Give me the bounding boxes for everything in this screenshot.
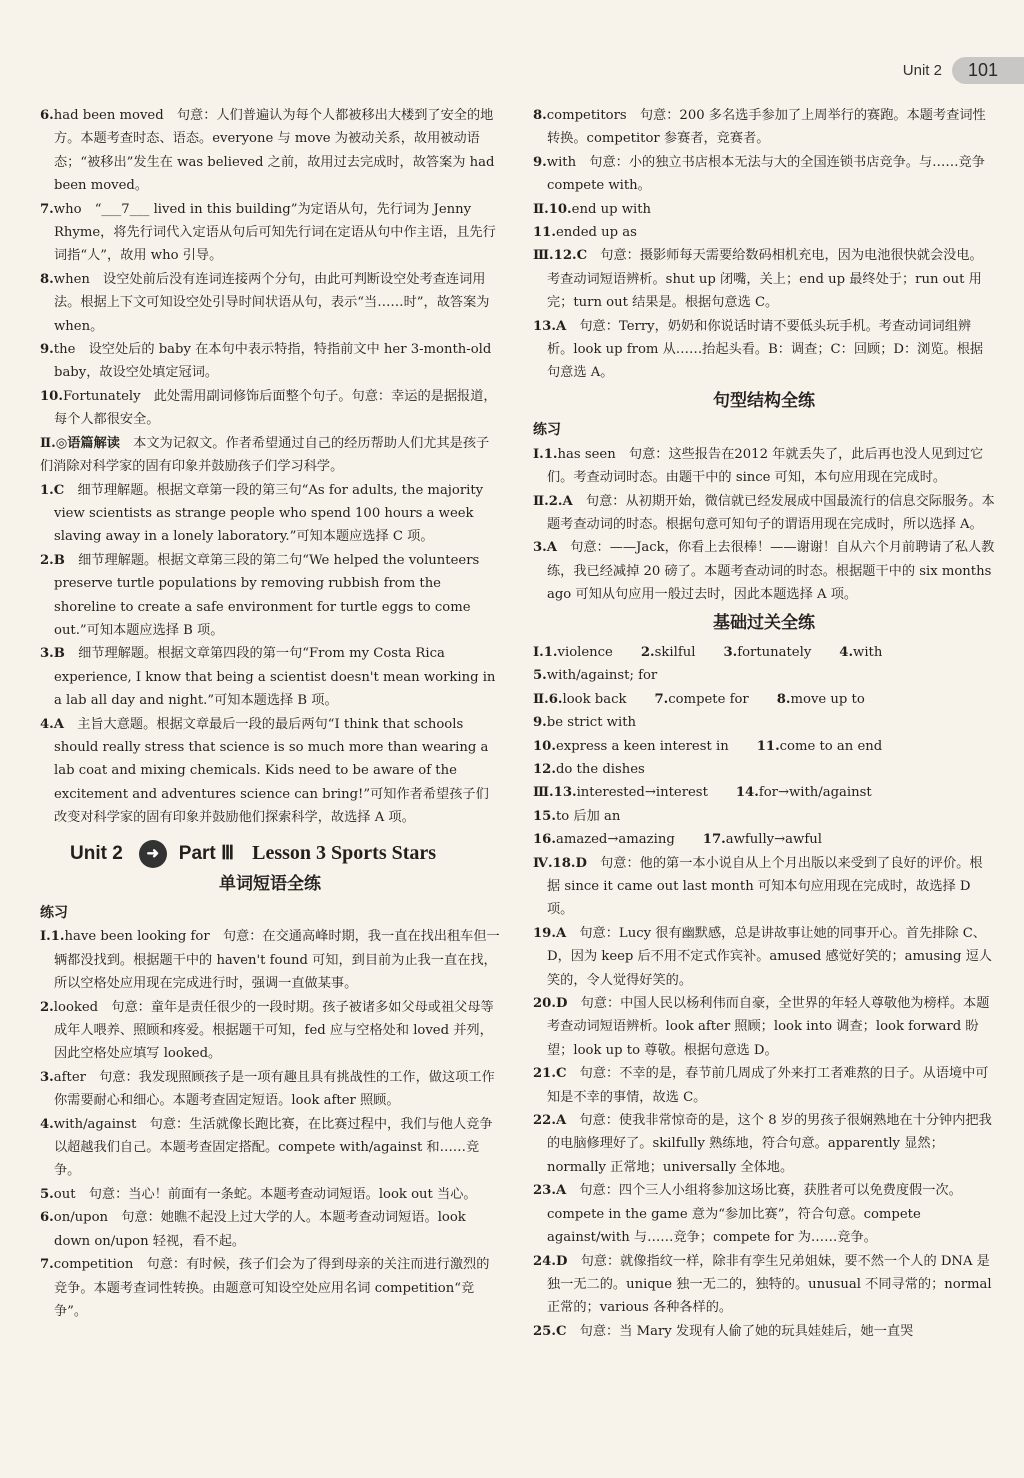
item-number: 19.A — [533, 925, 567, 941]
item-text: express a keen interest in — [555, 738, 729, 754]
item-number: 3.B — [40, 646, 65, 662]
item-number: 2.B — [40, 552, 65, 568]
item-number: Ⅲ.12.C — [533, 248, 588, 264]
item-text: skilful — [654, 644, 696, 660]
item-text: 句意：使我非常惊奇的是，这个 8 岁的男孩子很娴熟地在十分钟内把我的电脑修理好了。skilfully 熟练地，符合句意。apparently 显然；normally 正常地；universally 全体地。 — [547, 1113, 992, 1175]
answer-row — [533, 664, 995, 687]
item-number: Ⅰ.1. — [533, 644, 558, 660]
answer-item — [40, 268, 500, 338]
answer-item — [533, 1062, 995, 1109]
answer-item — [533, 221, 995, 244]
item-text: move up to — [790, 691, 865, 707]
answer-cell — [533, 641, 627, 664]
item-text: 细节理解题。根据文章第四段的第一句“From my Costa Rica experience, I know that being a scientist doesn't mean working in a lab all day and night.”可知本题选择 B 项。 — [54, 646, 496, 709]
item-text: 句意：——Jack，你看上去很棒！——谢谢！自从六个月前聘请了私人教练，我已经减掉 20 磅了。本题考查动词的时态。根据题干中的 six months ago 可知从句应用一般过去时，因此本题选择 A 项。 — [547, 540, 995, 603]
item-number: 22.A — [533, 1113, 567, 1129]
answer-cell — [533, 828, 689, 851]
item-text: when 设空处前后没有连词连接两个分句，由此可判断设空处考查连词用法。根据上下文可知设空处引导时间状语从句，表示“当……时”，故答案为 when。 — [53, 271, 490, 334]
item-text: 细节理解题。根据文章第一段的第三句“As for adults, the majority view scientists as strange people who spend 100 hours a week slaving away in a lonely laboratory.”可知本题应选择 C 项。 — [54, 482, 484, 545]
item-text: fortunately — [737, 644, 812, 660]
answer-cell — [723, 641, 825, 664]
item-number: 4. — [839, 644, 854, 660]
item-text: with/against; for — [546, 668, 658, 684]
answer-item — [533, 198, 995, 221]
item-text: 句意：他的第一本小说自从上个月出版以来受到了良好的评价。根据 since it came out last month 可知本句应用现在完成时，故选择 D 项。 — [547, 855, 983, 918]
answer-item — [533, 443, 995, 490]
item-text: with 句意：小的独立书店根本无法与大的全国连锁书店竞争。与……竞争 compete with。 — [546, 154, 985, 194]
item-number: Ⅱ.2.A — [533, 493, 573, 509]
item-text: end up with — [571, 201, 652, 217]
answer-row — [533, 781, 995, 828]
item-text: Fortunately 此处需用副词修饰后面整个句子。句意：幸运的是据报道，每个人都很安全。 — [54, 388, 497, 428]
section-title: 基础过关全练 — [713, 612, 815, 633]
answer-cell — [533, 735, 743, 758]
answer-cell — [533, 664, 671, 687]
item-text: has seen 句意：这些报告在2012 年就丢失了，此后再也没人见到过它们。考查动词时态。由题干中的 since 可知，本句应用现在完成时。 — [547, 446, 984, 486]
item-text: do the dishes — [555, 761, 645, 777]
item-number: 21.C — [533, 1066, 567, 1082]
item-number: 15. — [533, 808, 556, 824]
item-text: interested→interest — [576, 785, 708, 801]
answer-item — [40, 642, 500, 712]
item-number: 16. — [533, 832, 556, 848]
item-text: look back — [562, 691, 627, 707]
answer-item — [533, 315, 995, 385]
item-number: Ⅰ.1. — [533, 446, 558, 462]
item-text: 句意：Terry，奶奶和你说话时请不要低头玩手机。考查动词词组辨析。look up from 从……抬起头看。B：调查；C：回顾；D：浏览。根据句意选 A。 — [547, 318, 984, 381]
item-number: 2. — [640, 644, 655, 660]
section-subtitle: 练习 — [533, 422, 561, 439]
item-number: Ⅳ.18.D — [533, 855, 587, 871]
answer-item — [533, 151, 995, 198]
item-number: Ⅱ.10. — [533, 201, 572, 217]
item-number: 8. — [533, 108, 547, 123]
item-number: 1.C — [40, 482, 65, 498]
item-number: Ⅰ.1. — [40, 929, 65, 945]
item-number: 6. — [40, 108, 54, 123]
answer-item — [533, 1109, 995, 1179]
answer-item — [533, 490, 995, 537]
answer-cell — [654, 688, 762, 711]
item-number: 7. — [40, 1257, 54, 1273]
item-number: 8. — [40, 271, 54, 287]
answer-item — [40, 713, 500, 830]
item-number: 12. — [533, 761, 556, 777]
answer-item — [40, 996, 500, 1066]
answer-item — [40, 198, 500, 268]
item-number: 14. — [735, 785, 759, 801]
page-number: 101 — [952, 57, 1024, 84]
item-text: out 句意：当心！前面有一条蛇。本题考查动词短语。look out 当心。 — [53, 1186, 477, 1202]
answer-cell — [641, 641, 710, 664]
answer-cell — [757, 735, 897, 758]
answer-cell — [703, 828, 836, 851]
item-text: 句意：从初期开始，微信就已经发展成中国最流行的信息交际服务。本题考查动词的时态。根据句意可知句子的谓语用现在完成时，所以选择 A。 — [547, 493, 995, 532]
item-text: to 后加 an — [555, 808, 621, 824]
item-text: with/against 句意：生活就像长跑比赛，在比赛过程中，我们与他人竞争以超越我们自己。本题考查固定搭配。compete with/against 和……竞争。 — [53, 1116, 493, 1179]
item-text: 句意：四个三人小组将参加这场比赛，获胜者可以免费度假一次。compete in the game 意为“参加比赛”，符合句意。compete against/with 与……竞争；compete for 为……竞争。 — [547, 1183, 962, 1246]
reading-intro — [40, 432, 500, 479]
item-text: compete for — [668, 691, 749, 707]
item-text: be strict with — [546, 715, 636, 731]
answer-cell — [777, 688, 879, 711]
item-text: looked 句意：童年是责任很少的一段时期。孩子被诸多如父母或祖父母等成年人喂养、照顾和疼爱。根据题干可知，fed 应与空格处和 loved 并列，因此空格处应填写 looked。 — [53, 999, 494, 1062]
item-number: 20.D — [533, 996, 568, 1012]
item-text: 句意：就像指纹一样，除非有孪生兄弟姐妹，要不然一个人的 DNA 是独一无二的。unique 独一无二的，独特的。unusual 不同寻常的；normal 正常的；various 各种各样的。 — [547, 1253, 992, 1316]
right-column — [533, 104, 995, 1343]
answer-item — [533, 1179, 995, 1249]
unit-heading — [70, 840, 500, 868]
unit-heading-part: Part Ⅲ — [178, 842, 235, 864]
item-text: ended up as — [555, 225, 637, 241]
item-number: 3. — [40, 1069, 54, 1085]
item-text: violence — [557, 644, 613, 660]
item-number: Ⅲ.13. — [533, 785, 577, 801]
answer-item — [40, 1253, 500, 1323]
item-number: 8. — [776, 691, 791, 707]
item-number: 10. — [533, 738, 556, 754]
reading-label: Ⅱ.◎语篇解读 — [40, 435, 120, 451]
item-text: awfully→awful — [725, 832, 822, 848]
item-number: 9. — [533, 154, 547, 170]
item-number: 3.A — [533, 540, 557, 556]
answer-cell — [533, 781, 722, 804]
item-text: who “___7___ lived in this building”为定语从句，先行词为 Jenny Rhyme，将先行词代入定语从句后可知先行词在定语从句中作主语，且先行词指“人”，故用 who 引导。 — [53, 201, 496, 264]
answer-item — [533, 852, 995, 922]
answer-cell — [736, 781, 886, 804]
item-text: 句意：摄影师每天需要给数码相机充电，因为电池很快就会没电。考查动词短语辨析。shut up 闭嘴，关上；end up 最终处于；run out 用完；turn out 结果是。根据句意选 C。 — [547, 248, 983, 311]
unit-heading-unit: Unit 2 — [70, 842, 123, 864]
item-text: for→with/against — [758, 785, 872, 801]
answer-row — [533, 688, 995, 735]
item-text: 句意：不幸的是，春节前几周成了外来打工者难熬的日子。从语境中可知是不幸的事情，故选 C。 — [547, 1066, 989, 1105]
item-number: 24.D — [533, 1253, 568, 1269]
answer-item — [40, 104, 500, 198]
item-text: had been moved 句意：人们普遍认为每个人都被移出大楼到了安全的地方。本题考查时态、语态。everyone 与 move 为被动关系，故用被动语态；“被移出”发生在 was believed 之前，故用过去完成时，故答案为 had been moved。 — [53, 108, 495, 194]
section-title: 单词短语全练 — [219, 873, 321, 894]
answer-cell — [839, 641, 896, 664]
item-text: amazed→amazing — [555, 832, 675, 848]
item-number: 7. — [40, 201, 54, 217]
answer-item — [40, 338, 500, 385]
answer-item — [533, 104, 995, 151]
item-number: 5. — [40, 1186, 54, 1202]
item-text: 细节理解题。根据文章第三段的第二句“We helped the volunteers preserve turtle populations by removing rubbish from the shoreline to create a safe environment for turtle eggs to come out.”可知本题应选择 B 项。 — [54, 552, 480, 638]
item-text: after 句意：我发现照顾孩子是一项有趣且具有挑战性的工作，做这项工作你需要耐心和细心。本题考查固定短语。look after 照顾。 — [53, 1069, 495, 1109]
item-text: on/upon 句意：她瞧不起没上过大学的人。本题考查动词短语。look down on/upon 轻视，看不起。 — [53, 1210, 466, 1249]
answer-item — [533, 1320, 995, 1343]
answer-item — [40, 1206, 500, 1253]
item-text: 句意：当 Mary 发现有人偷了她的玩具娃娃后，她一直哭 — [579, 1323, 914, 1339]
answer-item — [40, 925, 500, 995]
answer-item — [40, 479, 500, 549]
page-header — [903, 54, 1024, 86]
item-text: come to an end — [779, 738, 883, 754]
item-number: 2. — [40, 999, 54, 1015]
item-number: 6. — [40, 1210, 54, 1226]
answer-cell — [533, 711, 650, 734]
answer-cell — [533, 805, 634, 828]
item-number: 9. — [533, 715, 547, 731]
item-text: competitors 句意：200 多名选手参加了上周举行的赛跑。本题考查词性转换。competitor 参赛者，竞赛者。 — [546, 108, 986, 147]
item-number: Ⅱ.6. — [533, 691, 563, 707]
item-number: 11. — [533, 225, 556, 241]
answer-row — [533, 641, 995, 664]
item-text: have been looking for 句意：在交通高峰时期，我一直在找出租车但一辆都没找到。根据题干中的 haven't found 可知，到目前为止我一直在找，所以空格处应用现在完成进行时，强调一直做某事。 — [54, 929, 500, 992]
arrow-right-icon: ➜ — [139, 840, 167, 868]
answer-item — [533, 244, 995, 314]
item-text: 主旨大意题。根据文章最后一段的最后两句“I think that schools should really stress that science is so much more than wearing a lab coat and mixing chemicals. Kids need to be aware of the excitement and adventures science can bring!”可知作者希望孩子们改变对科学家的固有印象并鼓励他们探索科学，故选择 A 项。 — [54, 716, 489, 826]
unit-label: Unit 2 — [902, 61, 942, 79]
reading-intro-text: 本文为记叙文。作者希望通过自己的经历帮助人们尤其是孩子们消除对科学家的固有印象并鼓励孩子们学习科学。 — [40, 435, 490, 475]
answer-item — [40, 549, 500, 643]
answer-item — [40, 385, 500, 432]
item-text: 句意：中国人民以杨利伟而自豪，全世界的年轻人尊敬他为榜样。本题考查动词短语辨析。look after 照顾；look into 调查；look forward 盼望；look up to 尊敬。根据句意选 D。 — [547, 996, 990, 1058]
answer-item — [533, 1250, 995, 1320]
item-number: 4. — [40, 1116, 54, 1132]
section-subtitle: 练习 — [40, 905, 68, 921]
answer-row — [533, 735, 995, 782]
item-number: 13.A — [533, 318, 567, 334]
item-text: with — [853, 644, 883, 660]
item-number: 4.A — [40, 716, 64, 732]
item-number: 9. — [40, 342, 54, 358]
left-column — [40, 104, 500, 1323]
item-text: the 设空处后的 baby 在本句中表示特指，特指前文中 her 3-month-old baby，故设空处填定冠词。 — [53, 342, 492, 381]
answer-item — [533, 922, 995, 992]
item-number: 10. — [40, 388, 63, 404]
answer-row — [533, 828, 995, 851]
item-number: 5. — [533, 668, 547, 684]
answer-item — [40, 1183, 500, 1206]
item-number: 11. — [756, 738, 780, 754]
answer-cell — [533, 688, 640, 711]
answer-item — [533, 536, 995, 606]
unit-heading-lesson: Lesson 3 Sports Stars — [252, 841, 437, 864]
answer-cell — [533, 758, 659, 781]
item-text: 句意：Lucy 很有幽默感，总是讲故事让她的同事开心。首先排除 C、D，因为 keep 后不用不定式作宾补。amused 感觉好笑的；amusing 逗人笑的，令人觉得好笑的。 — [547, 925, 992, 988]
answer-item — [40, 1113, 500, 1183]
answer-item — [533, 992, 995, 1062]
item-number: 7. — [654, 691, 669, 707]
item-number: 3. — [723, 644, 738, 660]
item-number: 23.A — [533, 1183, 567, 1199]
item-text: competition 句意：有时候，孩子们会为了得到母亲的关注而进行激烈的竞争。本题考查词性转换。由题意可知设空处应用名词 competition“竞争”。 — [53, 1257, 490, 1319]
section-title: 句型结构全练 — [713, 390, 815, 411]
item-number: 17. — [702, 832, 726, 848]
item-number: 25.C — [533, 1323, 567, 1339]
answer-item — [40, 1066, 500, 1113]
